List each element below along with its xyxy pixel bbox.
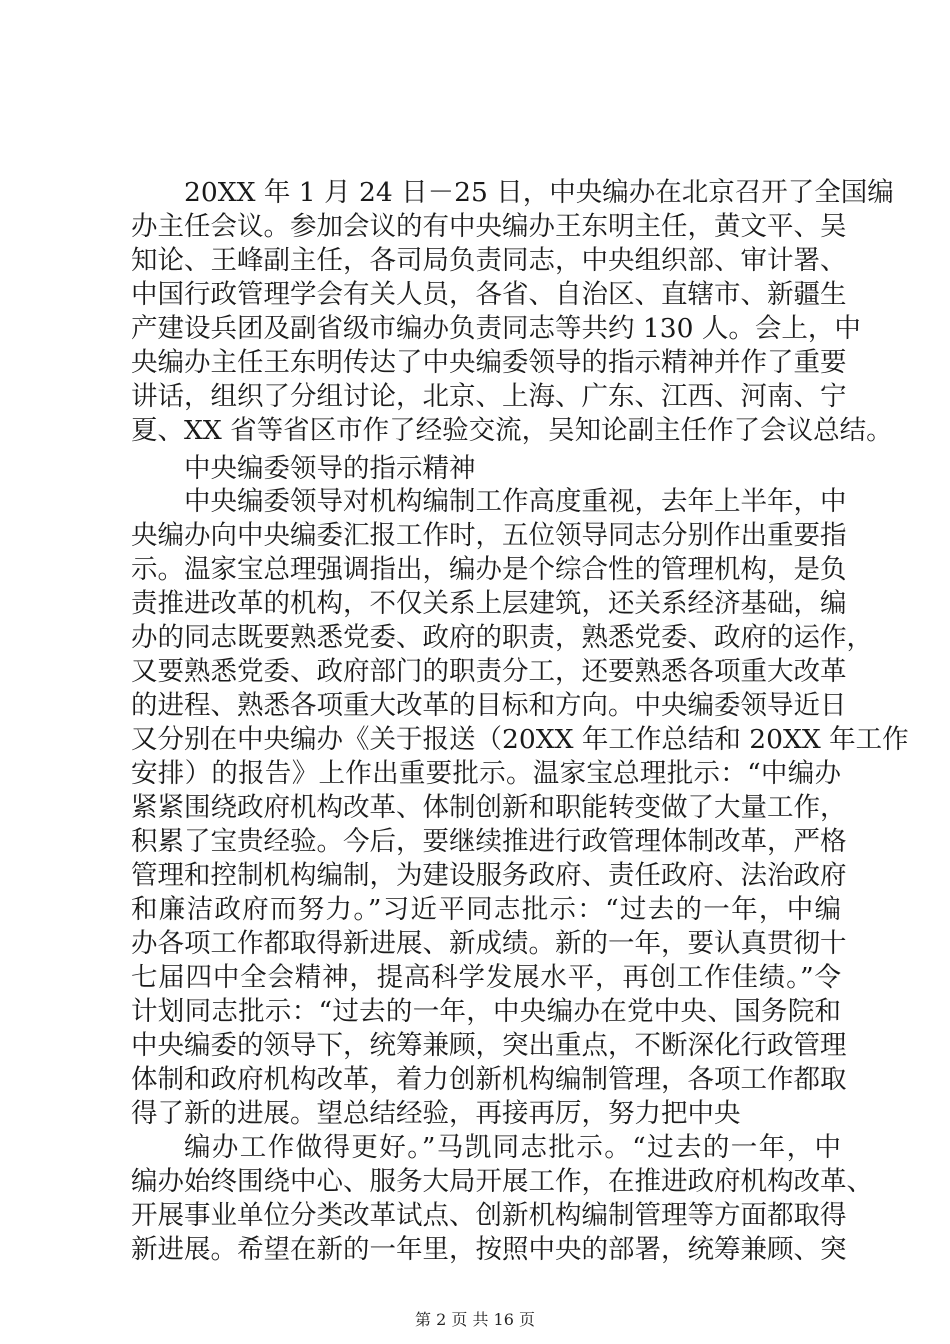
section-heading: 中央编委领导的指示精神	[184, 453, 476, 484]
text-line: 的进程、熟悉各项重大改革的目标和方向。中央编委领导近日	[131, 690, 847, 721]
page-number-footer: 第 2 页 共 16 页	[415, 1310, 535, 1329]
text-line: 20XX 年 1 月 24 日－25 日，中央编办在北京召开了全国编	[184, 177, 894, 208]
text-line: 示。温家宝总理强调指出，编办是个综合性的管理机构，是负	[131, 554, 847, 585]
text-line: 央编办向中央编委汇报工作时，五位领导同志分别作出重要指	[131, 520, 847, 551]
text-line: 责推进改革的机构，不仅关系上层建筑，还关系经济基础，编	[131, 588, 847, 619]
text-line: 又分别在中央编办《关于报送（20XX 年工作总结和 20XX 年工作	[131, 724, 909, 755]
text-line: 得了新的进展。望总结经验，再接再厉，努力把中央	[131, 1098, 741, 1129]
text-line: 产建设兵团及副省级市编办负责同志等共约 130 人。会上，中	[131, 313, 861, 344]
text-line: 夏、XX 省等省区市作了经验交流，吴知论副主任作了会议总结。	[131, 415, 893, 446]
text-line: 新进展。希望在新的一年里，按照中央的部署，统筹兼顾、突	[131, 1234, 847, 1265]
text-line: 开展事业单位分类改革试点、创新机构编制管理等方面都取得	[131, 1200, 847, 1231]
text-line: 中央编委领导对机构编制工作高度重视，去年上半年，中	[184, 486, 847, 517]
text-line: 安排）的报告》上作出重要批示。温家宝总理批示：“中编办	[131, 758, 841, 789]
text-line: 管理和控制机构编制，为建设服务政府、责任政府、法治政府	[131, 860, 847, 891]
text-line: 积累了宝贵经验。今后，要继续推进行政管理体制改革，严格	[131, 826, 847, 857]
text-line: 央编办主任王东明传达了中央编委领导的指示精神并作了重要	[131, 347, 847, 378]
text-line: 紧紧围绕政府机构改革、体制创新和职能转变做了大量工作，	[131, 792, 847, 823]
text-line: 办各项工作都取得新进展、新成绩。新的一年，要认真贯彻十	[131, 928, 847, 959]
text-line: 七届四中全会精神，提高科学发展水平，再创工作佳绩。”令	[131, 962, 841, 993]
text-line: 计划同志批示：“过去的一年，中央编办在党中央、国务院和	[131, 996, 841, 1027]
text-line: 办的同志既要熟悉党委、政府的职责，熟悉党委、政府的运作，	[131, 622, 873, 653]
text-line: 讲话，组织了分组讨论，北京、上海、广东、江西、河南、宁	[131, 381, 847, 412]
text-line: 编办工作做得更好。”马凯同志批示。“过去的一年，中	[184, 1132, 841, 1163]
text-line: 又要熟悉党委、政府部门的职责分工，还要熟悉各项重大改革	[131, 656, 847, 687]
text-line: 办主任会议。参加会议的有中央编办王东明主任，黄文平、吴	[131, 211, 847, 242]
text-line: 体制和政府机构改革，着力创新机构编制管理，各项工作都取	[131, 1064, 847, 1095]
text-line: 知论、王峰副主任，各司局负责同志，中央组织部、审计署、	[131, 245, 847, 276]
text-line: 编办始终围绕中心、服务大局开展工作，在推进政府机构改革、	[131, 1166, 873, 1197]
text-line: 和廉洁政府而努力。”习近平同志批示：“过去的一年，中编	[131, 894, 841, 925]
text-line: 中央编委的领导下，统筹兼顾，突出重点，不断深化行政管理	[131, 1030, 847, 1061]
text-line: 中国行政管理学会有关人员，各省、自治区、直辖市、新疆生	[131, 279, 847, 310]
